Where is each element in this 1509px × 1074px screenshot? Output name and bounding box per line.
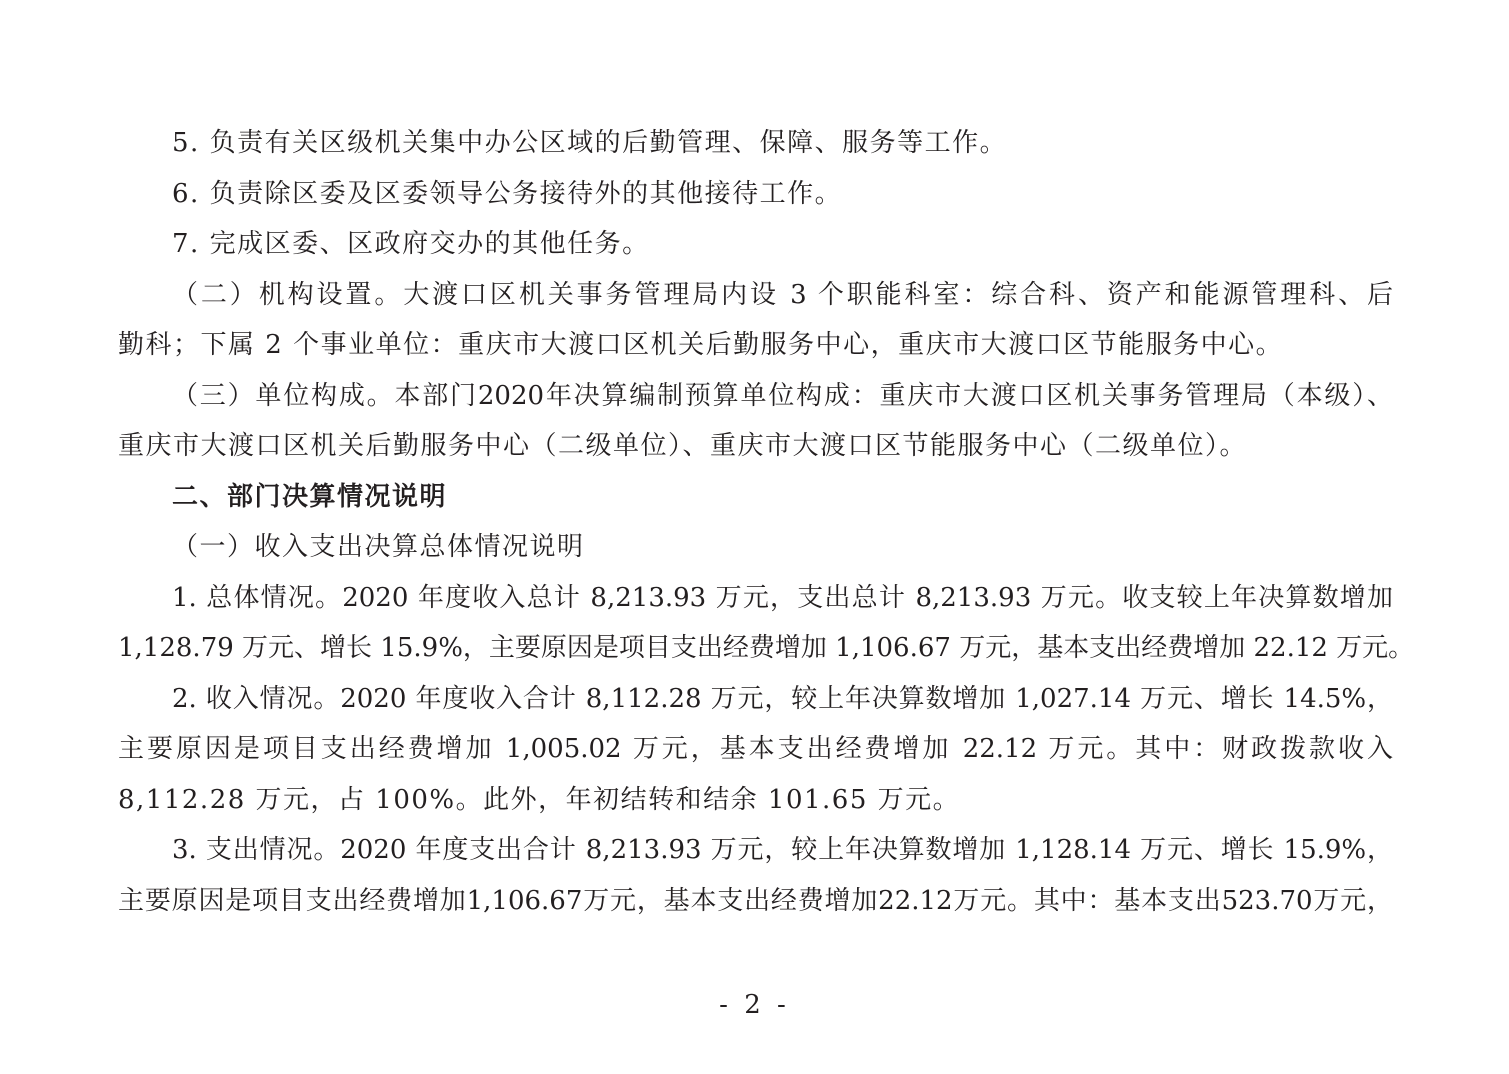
paragraph-item-6 (118, 169, 1393, 220)
paragraph-line: 8,112.28 万元，占 100%。此外，年初结转和结余 101.65 万元。 (118, 784, 961, 815)
paragraph-line: 3. 支出情况。2020 年度支出合计 8,213.93 万元，较上年决算数增加 1,128.14 万元、增长 15.9%， (172, 835, 1393, 865)
paragraph-line: （二）机构设置。大渡口区机关事务管理局内设 3 个职能科室：综合科、资产和能源管理科、后 (172, 279, 1393, 310)
subsection-heading-text: （一）收入支出决算总体情况说明 (172, 532, 585, 562)
paragraph-line: 6. 负责除区委及区委领导公务接待外的其他接待工作。 (172, 178, 843, 209)
paragraph-overall (118, 573, 1415, 674)
paragraph-line: 7. 完成区委、区政府交办的其他任务。 (172, 229, 650, 259)
section-heading-text: 二、部门决算情况说明 (172, 481, 448, 512)
paragraph-line: 主要原因是项目支出经费增加 1,005.02 万元，基本支出经费增加 22.12 万元。其中：财政拨款收入 (118, 734, 1393, 764)
page-number: - 2 - (719, 990, 790, 1020)
paragraph-line: 勤科；下属 2 个事业单位：重庆市大渡口区机关后勤服务中心，重庆市大渡口区节能服务中心。 (118, 330, 1284, 360)
paragraph-line: 5. 负责有关区级机关集中办公区域的后勤管理、保障、服务等工作。 (172, 128, 1008, 158)
paragraph-line: （三）单位构成。本部门2020年决算编制预算单位构成：重庆市大渡口区机关事务管理局（本级）、 (172, 380, 1393, 411)
paragraph-item-7 (118, 219, 1393, 270)
paragraph-unit-composition (118, 371, 1393, 472)
document-body (118, 118, 1415, 926)
paragraph-line: 主要原因是项目支出经费增加1,106.67万元，基本支出经费增加22.12万元。其中：基本支出523.70万元， (118, 885, 1393, 916)
paragraph-item-5 (118, 118, 1393, 169)
paragraph-line: 1,128.79 万元、增长 15.9%，主要原因是项目支出经费增加 1,106.67 万元，基本支出经费增加 22.12 万元。 (118, 633, 1415, 663)
paragraph-line: 重庆市大渡口区机关后勤服务中心（二级单位）、重庆市大渡口区节能服务中心（二级单位）。 (118, 431, 1248, 461)
paragraph-organization (118, 270, 1393, 371)
paragraph-line: 1. 总体情况。2020 年度收入总计 8,213.93 万元，支出总计 8,213.93 万元。收支较上年决算数增加 (172, 582, 1393, 613)
paragraph-income (118, 674, 1393, 826)
paragraph-expenditure (118, 825, 1393, 926)
subsection-heading (118, 522, 1393, 573)
paragraph-line: 2. 收入情况。2020 年度收入合计 8,112.28 万元，较上年决算数增加 1,027.14 万元、增长 14.5%， (172, 683, 1393, 714)
section-heading (118, 472, 1393, 523)
